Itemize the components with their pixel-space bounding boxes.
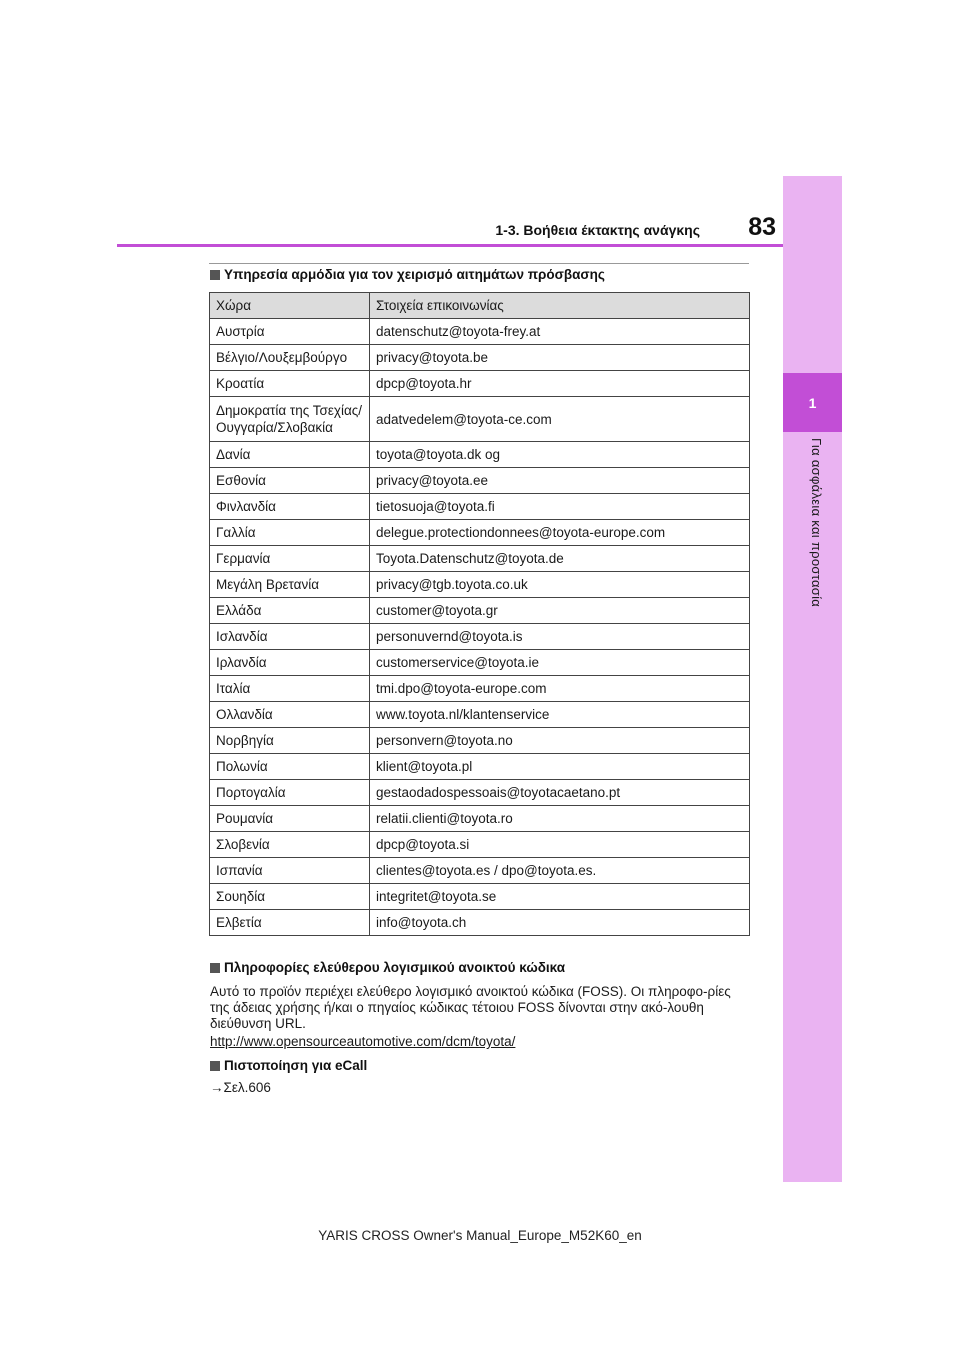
country-cell: Βέλγιο/Λουξεμβούργο [210, 345, 370, 371]
country-cell: Εσθονία [210, 468, 370, 494]
contact-cell: Toyota.Datenschutz@toyota.de [370, 546, 750, 572]
contact-cell: www.toyota.nl/klantenservice [370, 702, 750, 728]
country-cell: Δανία [210, 442, 370, 468]
page-reference-link[interactable]: →Σελ.606 [210, 1080, 271, 1095]
table-row [210, 442, 750, 468]
contact-cell: dpcp@toyota.hr [370, 371, 750, 397]
table-row [210, 728, 750, 754]
contact-cell: privacy@toyota.be [370, 345, 750, 371]
table-row [210, 650, 750, 676]
table-row [210, 520, 750, 546]
contact-cell: privacy@tgb.toyota.co.uk [370, 572, 750, 598]
contact-cell: customerservice@toyota.ie [370, 650, 750, 676]
bullet-square-icon [210, 1061, 220, 1071]
footer-text: YARIS CROSS Owner's Manual_Europe_M52K60_en [318, 1228, 642, 1243]
contact-cell: customer@toyota.gr [370, 598, 750, 624]
country-cell: Ελλάδα [210, 598, 370, 624]
table-row [210, 371, 750, 397]
contact-cell: dpcp@toyota.si [370, 832, 750, 858]
contact-cell: adatvedelem@toyota-ce.com [370, 397, 750, 442]
bullet-square-icon [210, 270, 220, 280]
page-number: 83 [748, 213, 776, 241]
contact-cell: personuvernd@toyota.is [370, 624, 750, 650]
contact-cell: tietosuoja@toyota.fi [370, 494, 750, 520]
country-cell: Πορτογαλία [210, 780, 370, 806]
table-row [210, 780, 750, 806]
ecall-heading-text: Πιστοποίηση για eCall [224, 1058, 368, 1073]
header-divider [117, 244, 783, 247]
contact-cell: relatii.clienti@toyota.ro [370, 806, 750, 832]
table-row [210, 572, 750, 598]
country-cell: Πολωνία [210, 754, 370, 780]
table-row [210, 598, 750, 624]
content-divider [209, 263, 749, 264]
country-cell: Ιταλία [210, 676, 370, 702]
table-header-row [210, 293, 750, 319]
country-cell: Σλοβενία [210, 832, 370, 858]
country-cell: Δημοκρατία της Τσεχίας/ Ουγγαρία/Σλοβακία [210, 397, 370, 442]
section-title: 1-3. Βοήθεια έκτακτης ανάγκης [495, 222, 700, 238]
country-cell: Νορβηγία [210, 728, 370, 754]
table-row [210, 754, 750, 780]
chapter-number: 1 [808, 394, 817, 411]
contact-table [209, 292, 750, 936]
country-cell: Ρουμανία [210, 806, 370, 832]
access-requests-heading [210, 267, 605, 282]
contact-cell: clientes@toyota.es / dpo@toyota.es. [370, 858, 750, 884]
chapter-tab[interactable] [783, 373, 842, 432]
country-cell: Μεγάλη Βρετανία [210, 572, 370, 598]
table-row [210, 832, 750, 858]
contact-cell: toyota@toyota.dk og [370, 442, 750, 468]
country-cell: Ελβετία [210, 910, 370, 936]
table-row [210, 624, 750, 650]
table-row [210, 319, 750, 345]
table-row [210, 910, 750, 936]
chapter-label: Για ασφάλεια και προστασία [809, 438, 824, 608]
country-cell: Κροατία [210, 371, 370, 397]
table-row [210, 806, 750, 832]
country-cell: Ολλανδία [210, 702, 370, 728]
table-row [210, 884, 750, 910]
access-requests-heading-text: Υπηρεσία αρμόδια για τον χειρισμό αιτημάτων πρόσβασης [224, 267, 605, 282]
country-cell: Αυστρία [210, 319, 370, 345]
column-header-contact: Στοιχεία επικοινωνίας [370, 293, 750, 319]
contact-cell: delegue.protectiondonnees@toyota-europe.com [370, 520, 750, 546]
ecall-heading [210, 1058, 367, 1073]
contact-table-body [210, 319, 750, 936]
contact-cell: klient@toyota.pl [370, 754, 750, 780]
table-row [210, 397, 750, 442]
foss-heading-text: Πληροφορίες ελεύθερου λογισμικού ανοικτού κώδικα [224, 960, 566, 975]
table-row [210, 546, 750, 572]
table-row [210, 345, 750, 371]
country-cell: Γερμανία [210, 546, 370, 572]
contact-cell: gestaodadospessoais@toyotacaetano.pt [370, 780, 750, 806]
contact-cell: tmi.dpo@toyota-europe.com [370, 676, 750, 702]
foss-heading [210, 960, 565, 975]
foss-url-link[interactable]: http://www.opensourceautomotive.com/dcm/toyota/ [210, 1034, 516, 1049]
country-cell: Ιρλανδία [210, 650, 370, 676]
country-cell: Ισλανδία [210, 624, 370, 650]
table-row [210, 858, 750, 884]
country-cell: Σουηδία [210, 884, 370, 910]
foss-paragraph: Αυτό το προϊόν περιέχει ελεύθερο λογισμικό ανοικτού κώδικα (FOSS). Οι πληροφο-ρίες της άδειας χρήσης ή/και ο πηγαίος κώδικας τέτοιου FOSS δίνονται στην ακό-λουθη διεύθυνση URL. [210, 984, 731, 1031]
contact-cell: integritet@toyota.se [370, 884, 750, 910]
contact-cell: privacy@toyota.ee [370, 468, 750, 494]
table-row [210, 494, 750, 520]
contact-cell: datenschutz@toyota-frey.at [370, 319, 750, 345]
contact-cell: info@toyota.ch [370, 910, 750, 936]
country-cell: Γαλλία [210, 520, 370, 546]
table-row [210, 676, 750, 702]
bullet-square-icon [210, 963, 220, 973]
contact-cell: personvern@toyota.no [370, 728, 750, 754]
table-row [210, 468, 750, 494]
country-cell: Ισπανία [210, 858, 370, 884]
country-cell: Φινλανδία [210, 494, 370, 520]
column-header-country: Χώρα [210, 293, 370, 319]
table-row [210, 702, 750, 728]
